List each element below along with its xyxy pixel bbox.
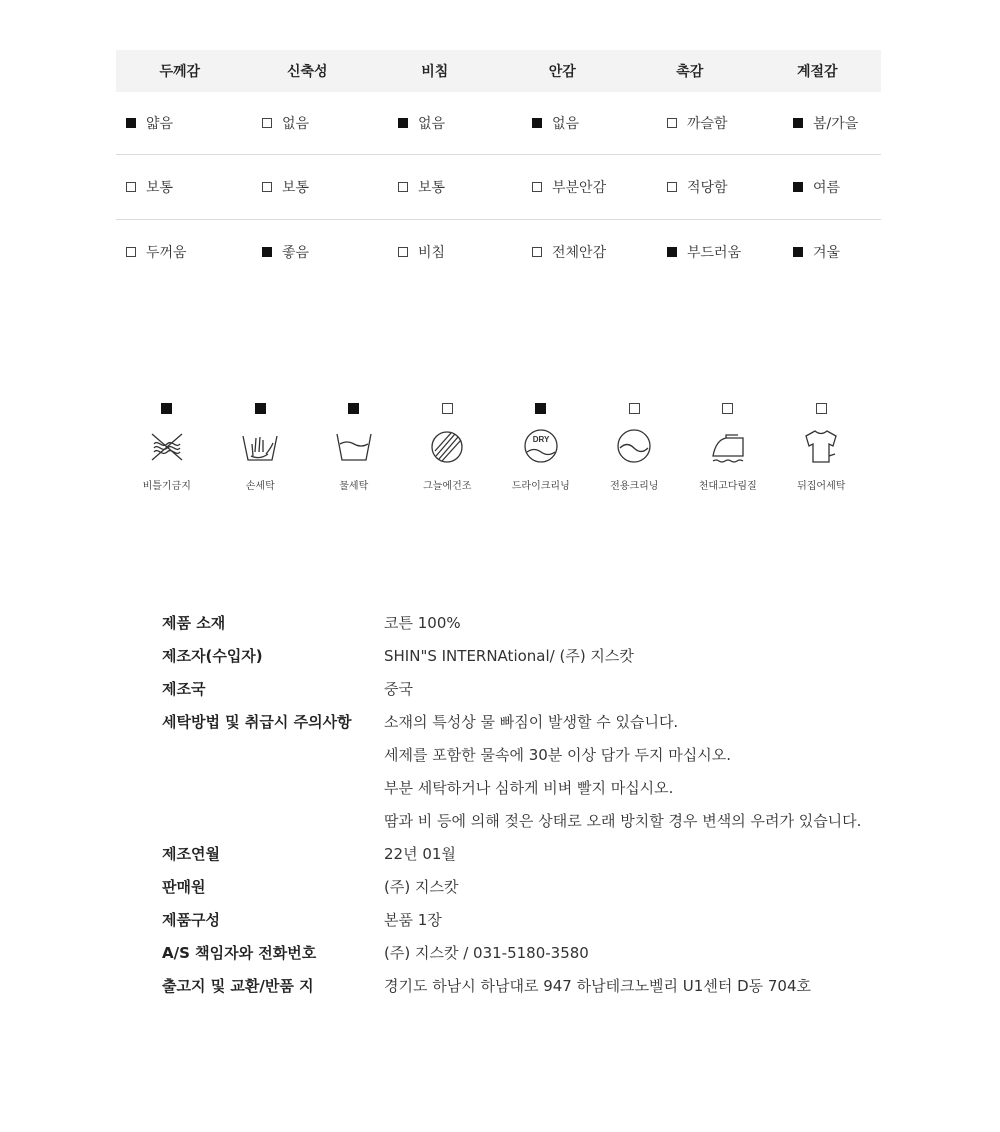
care-item (681, 400, 775, 492)
info-label: 제품구성 (162, 911, 220, 929)
info-values (384, 970, 811, 1003)
inside-out-wash-icon (801, 426, 841, 466)
info-label: 제조자(수입자) (162, 647, 263, 665)
info-label: 제조국 (162, 680, 206, 698)
checked-box-icon (532, 118, 542, 128)
attribute-option-label: 겨울 (813, 245, 841, 261)
attribute-option-label: 두꺼움 (146, 245, 187, 261)
info-value: 경기도 하남시 하남대로 947 하남테크노벨리 U1센터 D동 704호 (384, 977, 812, 995)
header-sheerness: 비침 (421, 64, 449, 80)
attribute-option-label: 부분안감 (552, 180, 607, 196)
info-values (384, 607, 461, 640)
unchecked-box-icon (442, 403, 453, 414)
info-values (384, 640, 634, 673)
info-value: 세제를 포함한 물속에 30분 이상 담가 두지 마십시오. (384, 746, 732, 764)
care-label: 전용크리닝 (610, 481, 659, 492)
care-item (588, 400, 682, 492)
unchecked-box-icon (398, 182, 408, 192)
care-instructions (120, 400, 884, 492)
special-clean-icon (614, 426, 654, 466)
info-value: 땀과 비 등에 의해 젖은 상태로 오래 방치할 경우 변색의 우려가 있습니다. (384, 812, 862, 830)
iron-icon (708, 426, 748, 466)
info-value: (주) 지스캇 / 031-5180-3580 (384, 944, 589, 962)
info-value: 22년 01월 (384, 845, 456, 863)
shade-dry-icon (427, 426, 467, 466)
checked-box-icon (793, 182, 803, 192)
info-label: A/S 책임자와 전화번호 (162, 944, 317, 962)
attribute-option (667, 177, 728, 197)
attribute-option (398, 113, 445, 133)
checked-box-icon (793, 118, 803, 128)
attribute-option (532, 177, 606, 197)
attribute-option (793, 177, 840, 197)
info-row (162, 640, 922, 673)
attribute-row (116, 155, 881, 220)
attribute-option (398, 177, 445, 197)
info-value: 소재의 특성상 물 빠짐이 발생할 수 있습니다. (384, 713, 679, 731)
attribute-table (116, 50, 881, 284)
care-item (120, 400, 214, 492)
attribute-option (262, 113, 309, 133)
attribute-option (262, 242, 309, 262)
attribute-option-label: 얇음 (146, 116, 174, 132)
checked-box-icon (398, 118, 408, 128)
info-row (162, 838, 922, 871)
info-values (384, 706, 861, 838)
info-values (384, 937, 589, 970)
info-label: 출고지 및 교환/반품 지 (162, 977, 314, 995)
header-season: 계절감 (796, 64, 838, 80)
attribute-option (398, 242, 445, 262)
attribute-option-label: 없음 (418, 116, 446, 132)
unchecked-box-icon (667, 182, 677, 192)
care-item (307, 400, 401, 492)
unchecked-box-icon (262, 118, 272, 128)
info-row (162, 871, 922, 904)
header-lining: 안감 (548, 64, 576, 80)
attribute-option (126, 113, 173, 133)
care-label: 천대고다림질 (698, 481, 757, 492)
info-values (384, 904, 442, 937)
attribute-option-label: 없음 (282, 116, 310, 132)
info-value: SHIN"S INTERNAtional/ (주) 지스캇 (384, 647, 634, 665)
water-wash-icon (334, 426, 374, 466)
attribute-row (116, 220, 881, 284)
attribute-header-row (116, 50, 881, 92)
info-label: 판매원 (162, 878, 206, 896)
attribute-option-label: 보통 (282, 180, 310, 196)
dry-clean-icon (521, 426, 561, 466)
attribute-option (126, 242, 187, 262)
attribute-row (116, 92, 881, 155)
hand-wash-icon (240, 426, 280, 466)
info-row (162, 937, 922, 970)
checked-box-icon (161, 403, 172, 414)
info-value: (주) 지스캇 (384, 878, 459, 896)
care-label: 비틀기금지 (142, 481, 191, 492)
care-label: 물세탁 (339, 481, 369, 492)
header-thickness: 두께감 (159, 64, 201, 80)
attribute-option (532, 242, 606, 262)
care-label: 손세탁 (245, 481, 275, 492)
info-value: 코튼 100% (384, 614, 461, 632)
attribute-option-label: 비침 (418, 245, 446, 261)
attribute-option (793, 242, 840, 262)
info-row (162, 706, 922, 838)
no-wring-icon (147, 426, 187, 466)
care-item (214, 400, 308, 492)
attribute-option-label: 좋음 (282, 245, 310, 261)
info-value: 중국 (384, 680, 413, 698)
attribute-option-label: 적당함 (687, 180, 728, 196)
attribute-option-label: 없음 (552, 116, 580, 132)
info-row (162, 904, 922, 937)
care-label: 뒤집어세탁 (797, 481, 846, 492)
attribute-option-label: 보통 (418, 180, 446, 196)
info-value: 부분 세탁하거나 심하게 비벼 빨지 마십시오. (384, 779, 674, 797)
info-label: 제품 소재 (162, 614, 226, 632)
attribute-option (667, 242, 741, 262)
care-item (401, 400, 495, 492)
unchecked-box-icon (816, 403, 827, 414)
attribute-option-label: 부드러움 (687, 245, 742, 261)
info-values (384, 673, 413, 706)
attribute-option (667, 113, 728, 133)
attribute-option (262, 177, 309, 197)
info-label: 세탁방법 및 취급시 주의사항 (162, 713, 352, 731)
attribute-option-label: 보통 (146, 180, 174, 196)
product-info-table (162, 607, 922, 1003)
unchecked-box-icon (629, 403, 640, 414)
unchecked-box-icon (667, 118, 677, 128)
svg-text:DRY: DRY (532, 435, 550, 444)
checked-box-icon (126, 118, 136, 128)
info-row (162, 607, 922, 640)
attribute-option (793, 113, 858, 133)
info-row (162, 970, 922, 1003)
checked-box-icon (793, 247, 803, 257)
attribute-option-label: 여름 (813, 180, 841, 196)
attribute-option-label: 까슬함 (687, 116, 728, 132)
info-values (384, 871, 458, 904)
checked-box-icon (535, 403, 546, 414)
checked-box-icon (667, 247, 677, 257)
unchecked-box-icon (126, 182, 136, 192)
attribute-option (126, 177, 173, 197)
unchecked-box-icon (532, 182, 542, 192)
checked-box-icon (255, 403, 266, 414)
care-item (775, 400, 869, 492)
unchecked-box-icon (722, 403, 733, 414)
care-item (494, 400, 588, 492)
unchecked-box-icon (262, 182, 272, 192)
info-row (162, 673, 922, 706)
attribute-option (532, 113, 579, 133)
info-value: 본품 1장 (384, 911, 442, 929)
checked-box-icon (348, 403, 359, 414)
attribute-option-label: 전체안감 (552, 245, 607, 261)
checked-box-icon (262, 247, 272, 257)
header-stretch: 신축성 (286, 64, 328, 80)
unchecked-box-icon (532, 247, 542, 257)
unchecked-box-icon (398, 247, 408, 257)
info-values (384, 838, 456, 871)
attribute-option-label: 봄/가을 (813, 116, 859, 132)
care-label: 그늘에건조 (423, 481, 472, 492)
care-label: 드라이크리닝 (511, 481, 570, 492)
header-texture: 촉감 (676, 64, 704, 80)
info-label: 제조연월 (162, 845, 220, 863)
unchecked-box-icon (126, 247, 136, 257)
